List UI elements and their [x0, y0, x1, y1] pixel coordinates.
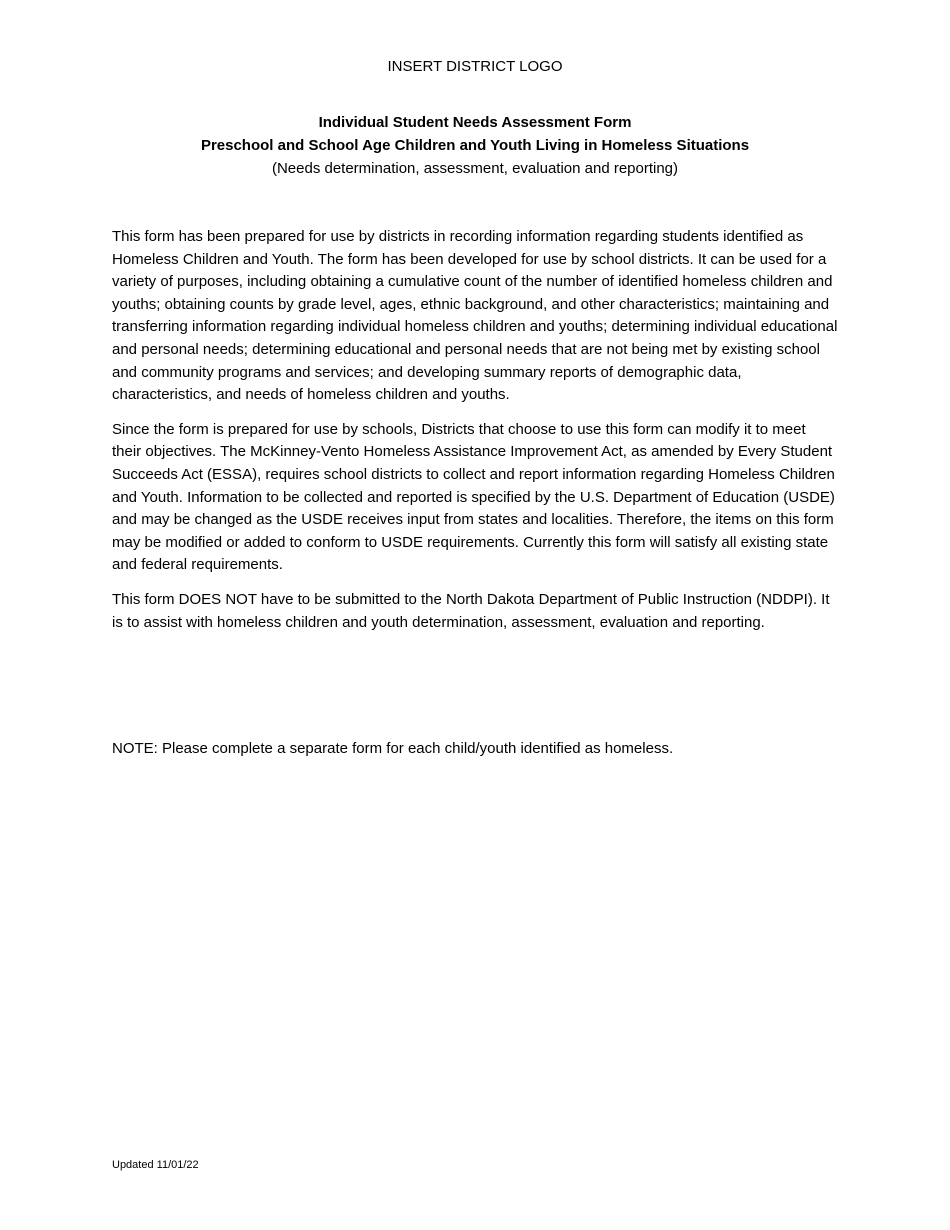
form-title: Individual Student Needs Assessment Form [318, 114, 632, 131]
updated-date: Updated 11/01/22 [112, 1159, 199, 1171]
form-heading [0, 111, 950, 180]
completion-note: NOTE: Please complete a separate form for each child/youth identified as homeless. [112, 740, 674, 757]
form-purpose: (Needs determination, assessment, evaluation and reporting) [271, 160, 679, 177]
district-logo-placeholder: INSERT DISTRICT LOGO [387, 58, 563, 75]
intro-paragraph: Since the form is prepared for use by schools, Districts that choose to use this form can modify it to meet their objectives. The McKinney-Vento Homeless Assistance Improvement Act, as amended by Every Student Succeeds Act (ESSA), requires school districts to collect and report information regarding Homeless Children and Youth. Information to be collected and reported is specified by the U.S. Department of Education (USDE) and may be changed as the USDE receives input from states and localities. Therefore, the items on this form may be modified or added to conform to USDE requirements. Currently this form will satisfy all existing state and federal requirements. [112, 420, 835, 574]
form-subtitle: Preschool and School Age Children and Youth Living in Homeless Situations [200, 137, 750, 154]
intro-paragraph: This form DOES NOT have to be submitted to the North Dakota Department of Public Instruction (NDDPI). It is to assist with homeless children and youth determination, assessment, evaluation and reporting. [112, 590, 830, 631]
form-introduction [112, 226, 838, 646]
intro-paragraph: This form has been prepared for use by districts in recording information regarding students identified as Homeless Children and Youth. The form has been developed for use by school districts. It can be used for a variety of purposes, including obtaining a cumulative count of the number of identified homeless children and youths; obtaining counts by grade level, ages, ethnic background, and other characteristics; maintaining and transferring information regarding individual homeless children and youths; determining individual educational and personal needs; determining educational and personal needs that are not being met by existing school and community programs and services; and developing summary reports of demographic data, characteristics, and needs of homeless children and youths. [112, 228, 838, 404]
